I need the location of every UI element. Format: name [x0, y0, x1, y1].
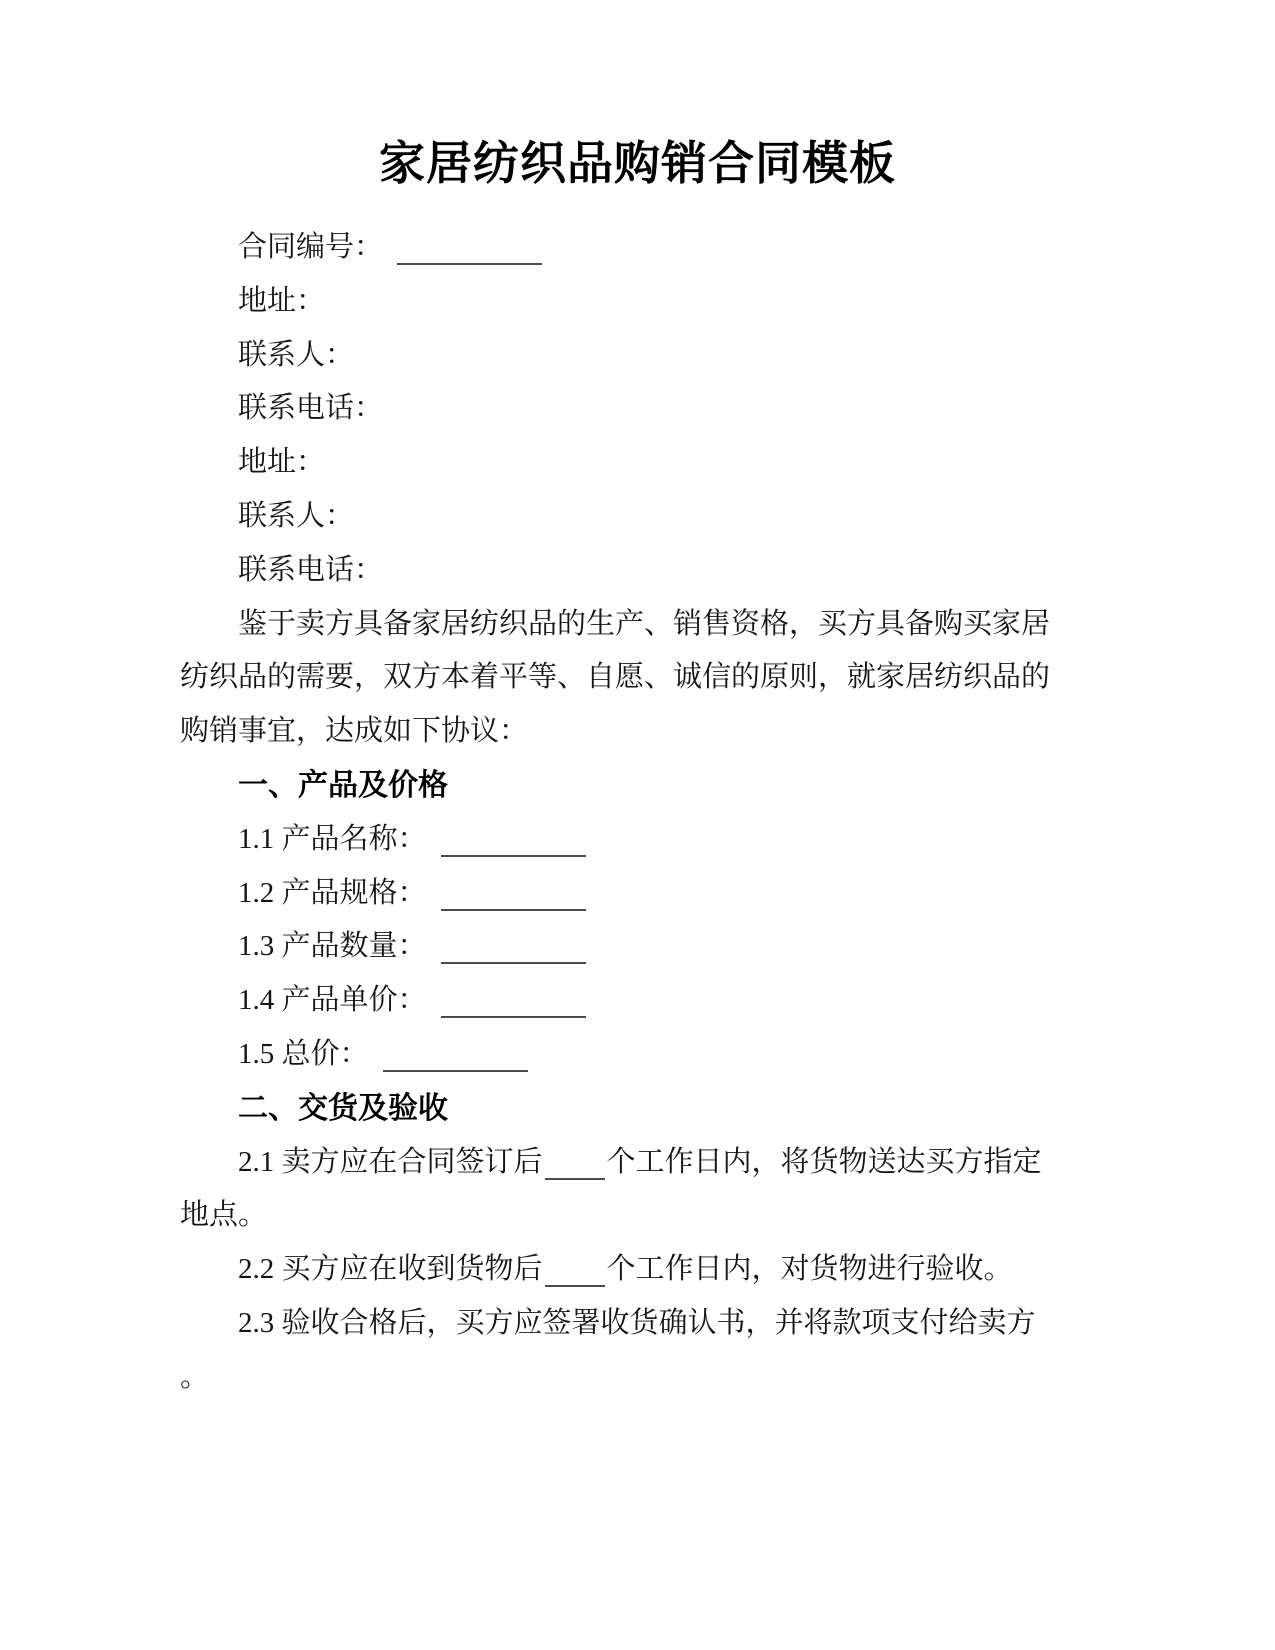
item-product-spec	[180, 867, 1068, 921]
preamble-text: 鉴于卖方具备家居纺织品的生产、销售资格，买方具备购买家居	[238, 607, 1051, 640]
clause-text: 个工作日内，将货物送达买方指定	[606, 1145, 1042, 1178]
field-label: 地址：	[238, 446, 326, 479]
clause-2-3-line-2	[180, 1351, 1068, 1405]
blank-underline	[397, 261, 542, 265]
item-label: 1.2 产品规格：	[238, 876, 427, 909]
item-label: 1.3 产品数量：	[238, 930, 427, 963]
field-phone-buyer	[180, 544, 1068, 598]
blank-underline	[383, 1068, 528, 1072]
field-label: 联系人：	[238, 338, 355, 371]
clause-text: 2.2 买方应在收到货物后	[238, 1253, 543, 1286]
preamble-line	[180, 651, 1068, 705]
clause-2-1-line-2	[180, 1189, 1068, 1243]
clause-text: 2.1 卖方应在合同签订后	[238, 1145, 543, 1178]
blank-underline	[545, 1176, 605, 1180]
blank-underline	[545, 1283, 605, 1287]
preamble-line	[180, 598, 1068, 652]
item-label: 1.5 总价：	[238, 1037, 369, 1070]
clause-2-2-line-1	[180, 1243, 1068, 1297]
clause-text: 。	[180, 1360, 210, 1393]
item-product-quantity	[180, 920, 1068, 974]
field-address-buyer	[180, 436, 1068, 490]
preamble-line	[180, 705, 1068, 759]
field-label: 合同编号：	[238, 231, 384, 263]
field-phone-seller	[180, 382, 1068, 436]
field-address-seller	[180, 275, 1068, 329]
item-total-price	[180, 1028, 1068, 1082]
field-contact-seller	[180, 329, 1068, 383]
item-product-unit-price	[180, 974, 1068, 1028]
field-label: 联系电话：	[238, 392, 384, 425]
clause-2-1-line-1	[180, 1136, 1068, 1190]
blank-underline	[441, 853, 586, 857]
clause-2-3-line-1	[180, 1297, 1068, 1351]
document-body	[180, 221, 1068, 1405]
clause-text: 2.3 验收合格后，买方应签署收货确认书，并将款项支付给卖方	[238, 1306, 1036, 1339]
clause-text: 个工作日内，对货物进行验收。	[606, 1253, 1013, 1286]
item-product-name	[180, 813, 1068, 867]
preamble-text: 购销事宜，达成如下协议：	[180, 715, 529, 748]
document-title: 家居纺织品购销合同模板	[379, 138, 896, 189]
field-contract-number	[180, 221, 1068, 275]
section1-heading: 一、产品及价格	[238, 768, 448, 802]
blank-underline	[441, 1014, 586, 1018]
section2-heading: 二、交货及验收	[238, 1091, 448, 1125]
blank-underline	[441, 960, 586, 964]
field-label: 联系电话：	[238, 553, 384, 586]
item-label: 1.1 产品名称：	[238, 822, 427, 855]
field-label: 地址：	[238, 284, 326, 317]
field-label: 联系人：	[238, 499, 355, 532]
blank-underline	[441, 907, 586, 911]
field-contact-buyer	[180, 490, 1068, 544]
item-label: 1.4 产品单价：	[238, 984, 427, 1017]
clause-text: 地点。	[180, 1199, 268, 1232]
preamble-text: 纺织品的需要，双方本着平等、自愿、诚信的原则，就家居纺织品的	[180, 661, 1051, 694]
